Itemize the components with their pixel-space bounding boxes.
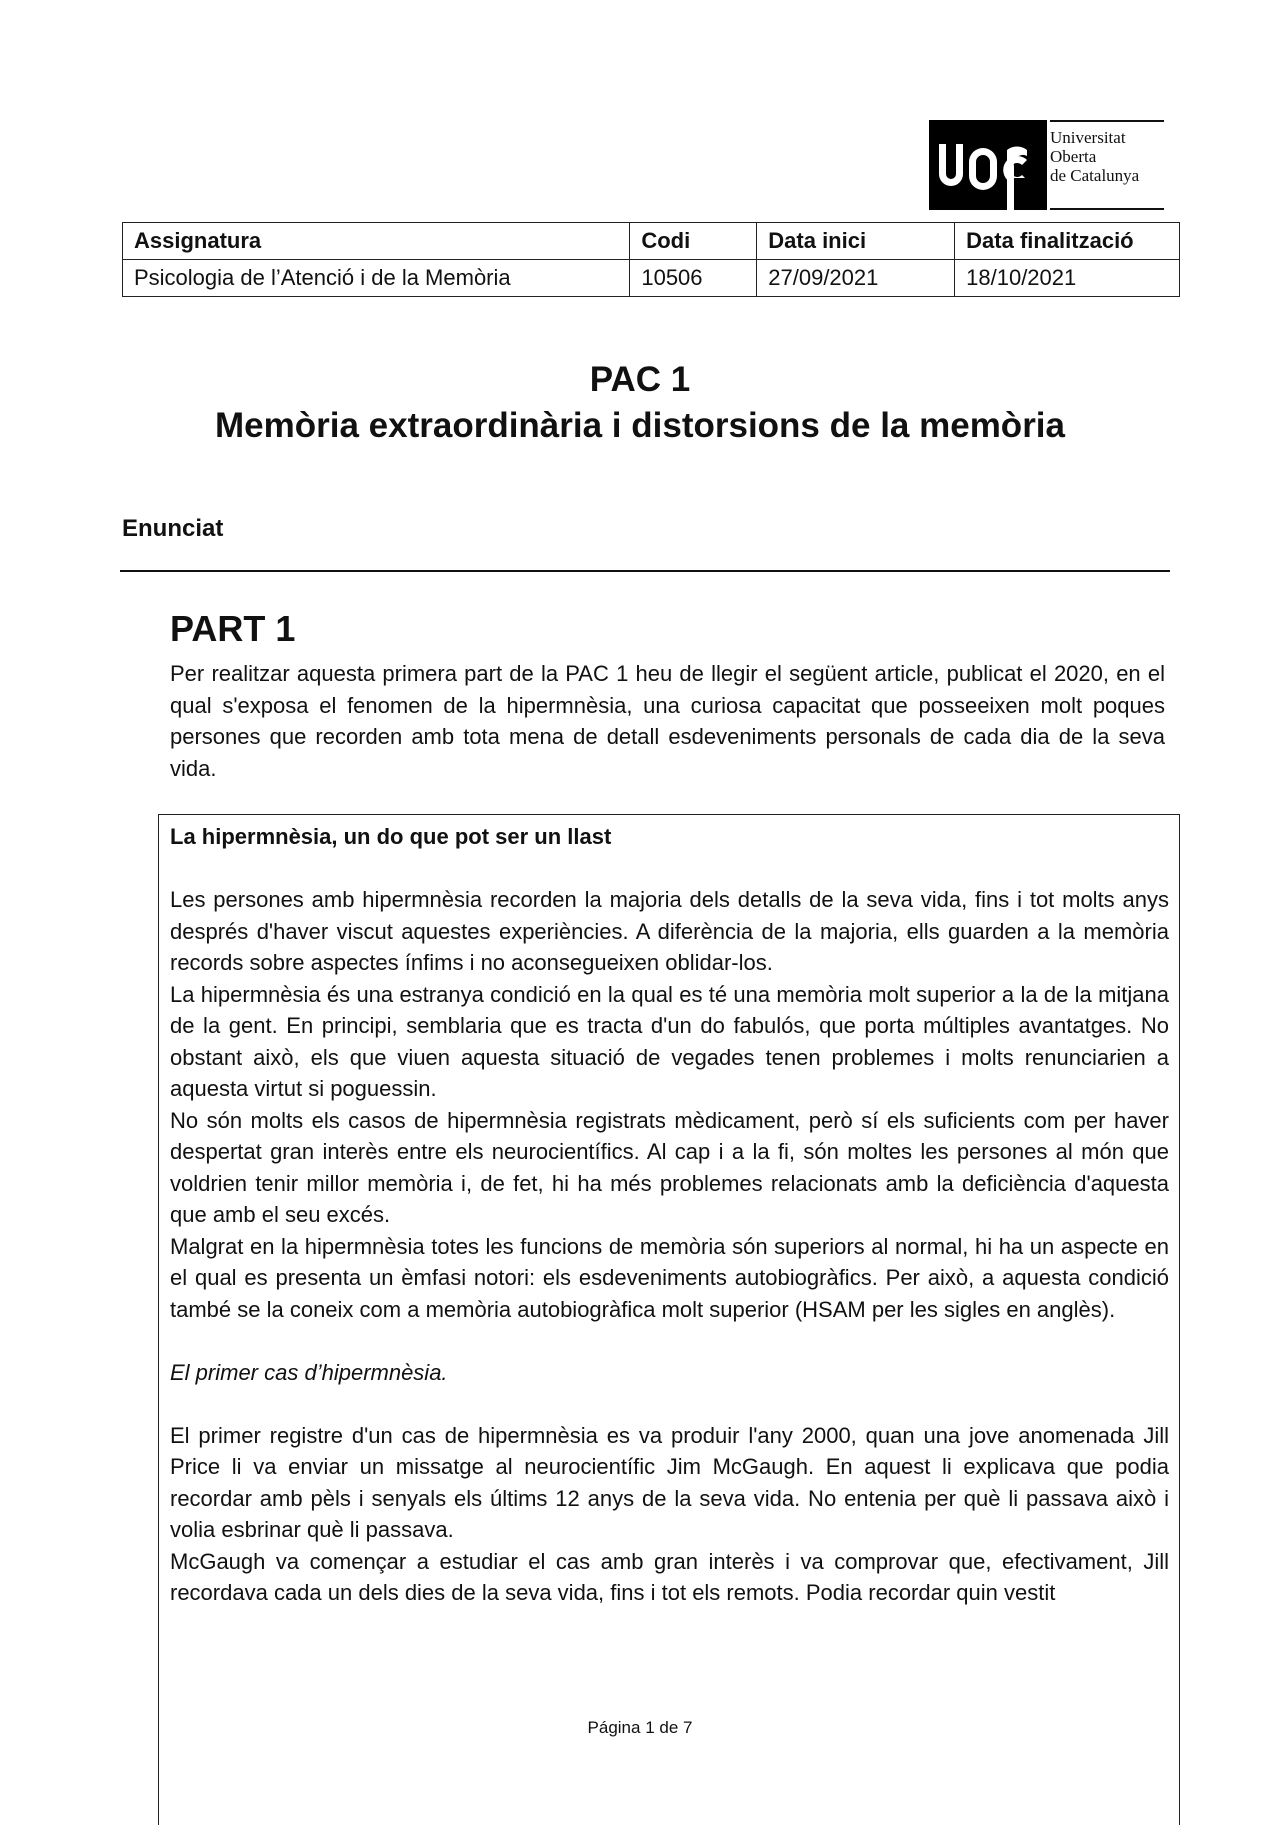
logo-text <box>1050 128 1139 185</box>
uoc-logo <box>929 120 1164 210</box>
cell-codi: 10506 <box>630 260 757 297</box>
article-paragraph: Les persones amb hipermnèsia recorden la majoria dels detalls de la seva vida, fins i tot molts anys després d'haver viscut aquestes experiències. A diferència de la majoria, ells guarden a la memòria records sobre aspectes ínfims i no aconsegueixen oblidar-los. <box>170 887 1169 975</box>
page-number: Página 1 de 7 <box>587 1718 693 1737</box>
header-data-inici: Data inici <box>757 223 955 260</box>
logo-rule-bottom <box>1050 208 1164 210</box>
logo-line-2: Oberta <box>1050 147 1097 166</box>
article-content <box>170 815 1169 1609</box>
header-data-finalitzacio: Data finalització <box>955 223 1180 260</box>
part-intro: Per realitzar aquesta primera part de la PAC 1 heu de llegir el següent article, publicat el 2020, en el qual s'exposa el fenomen de la hipermnèsia, una curiosa capacitat que posseeixen molt poques persones que recorden amb tota mena de detall esdeveniments personals de cada dia de la seva vida. <box>170 661 1165 781</box>
subject-info-table <box>122 222 1180 297</box>
article-subheading: El primer cas d’hipermnèsia. <box>170 1359 448 1385</box>
header-codi: Codi <box>630 223 757 260</box>
section-heading: Enunciat <box>122 515 224 542</box>
article-paragraph: El primer registre d'un cas de hipermnèsia es va produir l'any 2000, quan una jove anomenada Jill Price li va enviar un missatge al neurocientífic Jim McGaugh. En aquest li explicava que podia recordar amb pèls i senyals els últims 12 anys de la seva vida. No entenia per què li passava això i volia esbrinar què li passava. <box>170 1422 1169 1542</box>
article-title: La hipermnèsia, un do que pot ser un llast <box>170 824 612 849</box>
title-line-2: Memòria extraordinària i distorsions de la memòria <box>215 406 1065 445</box>
table-row <box>123 260 1180 297</box>
header-assignatura: Assignatura <box>123 223 630 260</box>
article-paragraph: La hipermnèsia és una estranya condició en la qual es té una memòria molt superior a la de la mitjana de la gent. En principi, semblaria que es tracta d'un do fabulós, que porta múltiples avantatges. No obstant això, els que viuen aquesta situació de vegades tenen problemes i molts renunciarien a aquesta virtut si poguessin. <box>170 981 1169 1101</box>
logo-rule-top <box>1050 120 1164 122</box>
part-title: PART 1 <box>170 608 296 649</box>
article-paragraph: Malgrat en la hipermnèsia totes les funcions de memòria són superiors al normal, hi ha un aspecte en el qual es presenta un èmfasi notori: els esdeveniments autobiogràfics. Per això, a aquesta condició també se la coneix com a memòria autobiogràfica molt superior (HSAM per les sigles en anglès). <box>170 1233 1169 1322</box>
document-title <box>0 357 1280 449</box>
title-line-1: PAC 1 <box>589 360 691 399</box>
cell-data-inici: 27/09/2021 <box>757 260 955 297</box>
logo-line-3: de Catalunya <box>1050 166 1140 185</box>
table-header-row <box>123 223 1180 260</box>
section-divider <box>120 570 1170 572</box>
article-paragraph: No són molts els casos de hipermnèsia registrats mèdicament, però sí els suficients com per haver despertat gran interès entre els neurocientífics. Al cap i a la fi, són moltes les persones al món que voldrien tenir millor memòria i, de fet, hi ha més problemes relacionats amb la deficiència d'aquesta que amb el seu excés. <box>170 1107 1169 1227</box>
logo-line-1: Universitat <box>1050 128 1126 147</box>
article-paragraph: McGaugh va començar a estudiar el cas amb gran interès i va comprovar que, efectivament, Jill recordava cada un dels dies de la seva vida, fins i tot els remots. Podia recordar quin vestit <box>170 1548 1169 1605</box>
cell-data-finalitzacio: 18/10/2021 <box>955 260 1180 297</box>
article-box <box>158 814 1180 1825</box>
uoc-logo-mark <box>929 120 1047 210</box>
cell-assignatura: Psicologia de l’Atenció i de la Memòria <box>123 260 630 297</box>
